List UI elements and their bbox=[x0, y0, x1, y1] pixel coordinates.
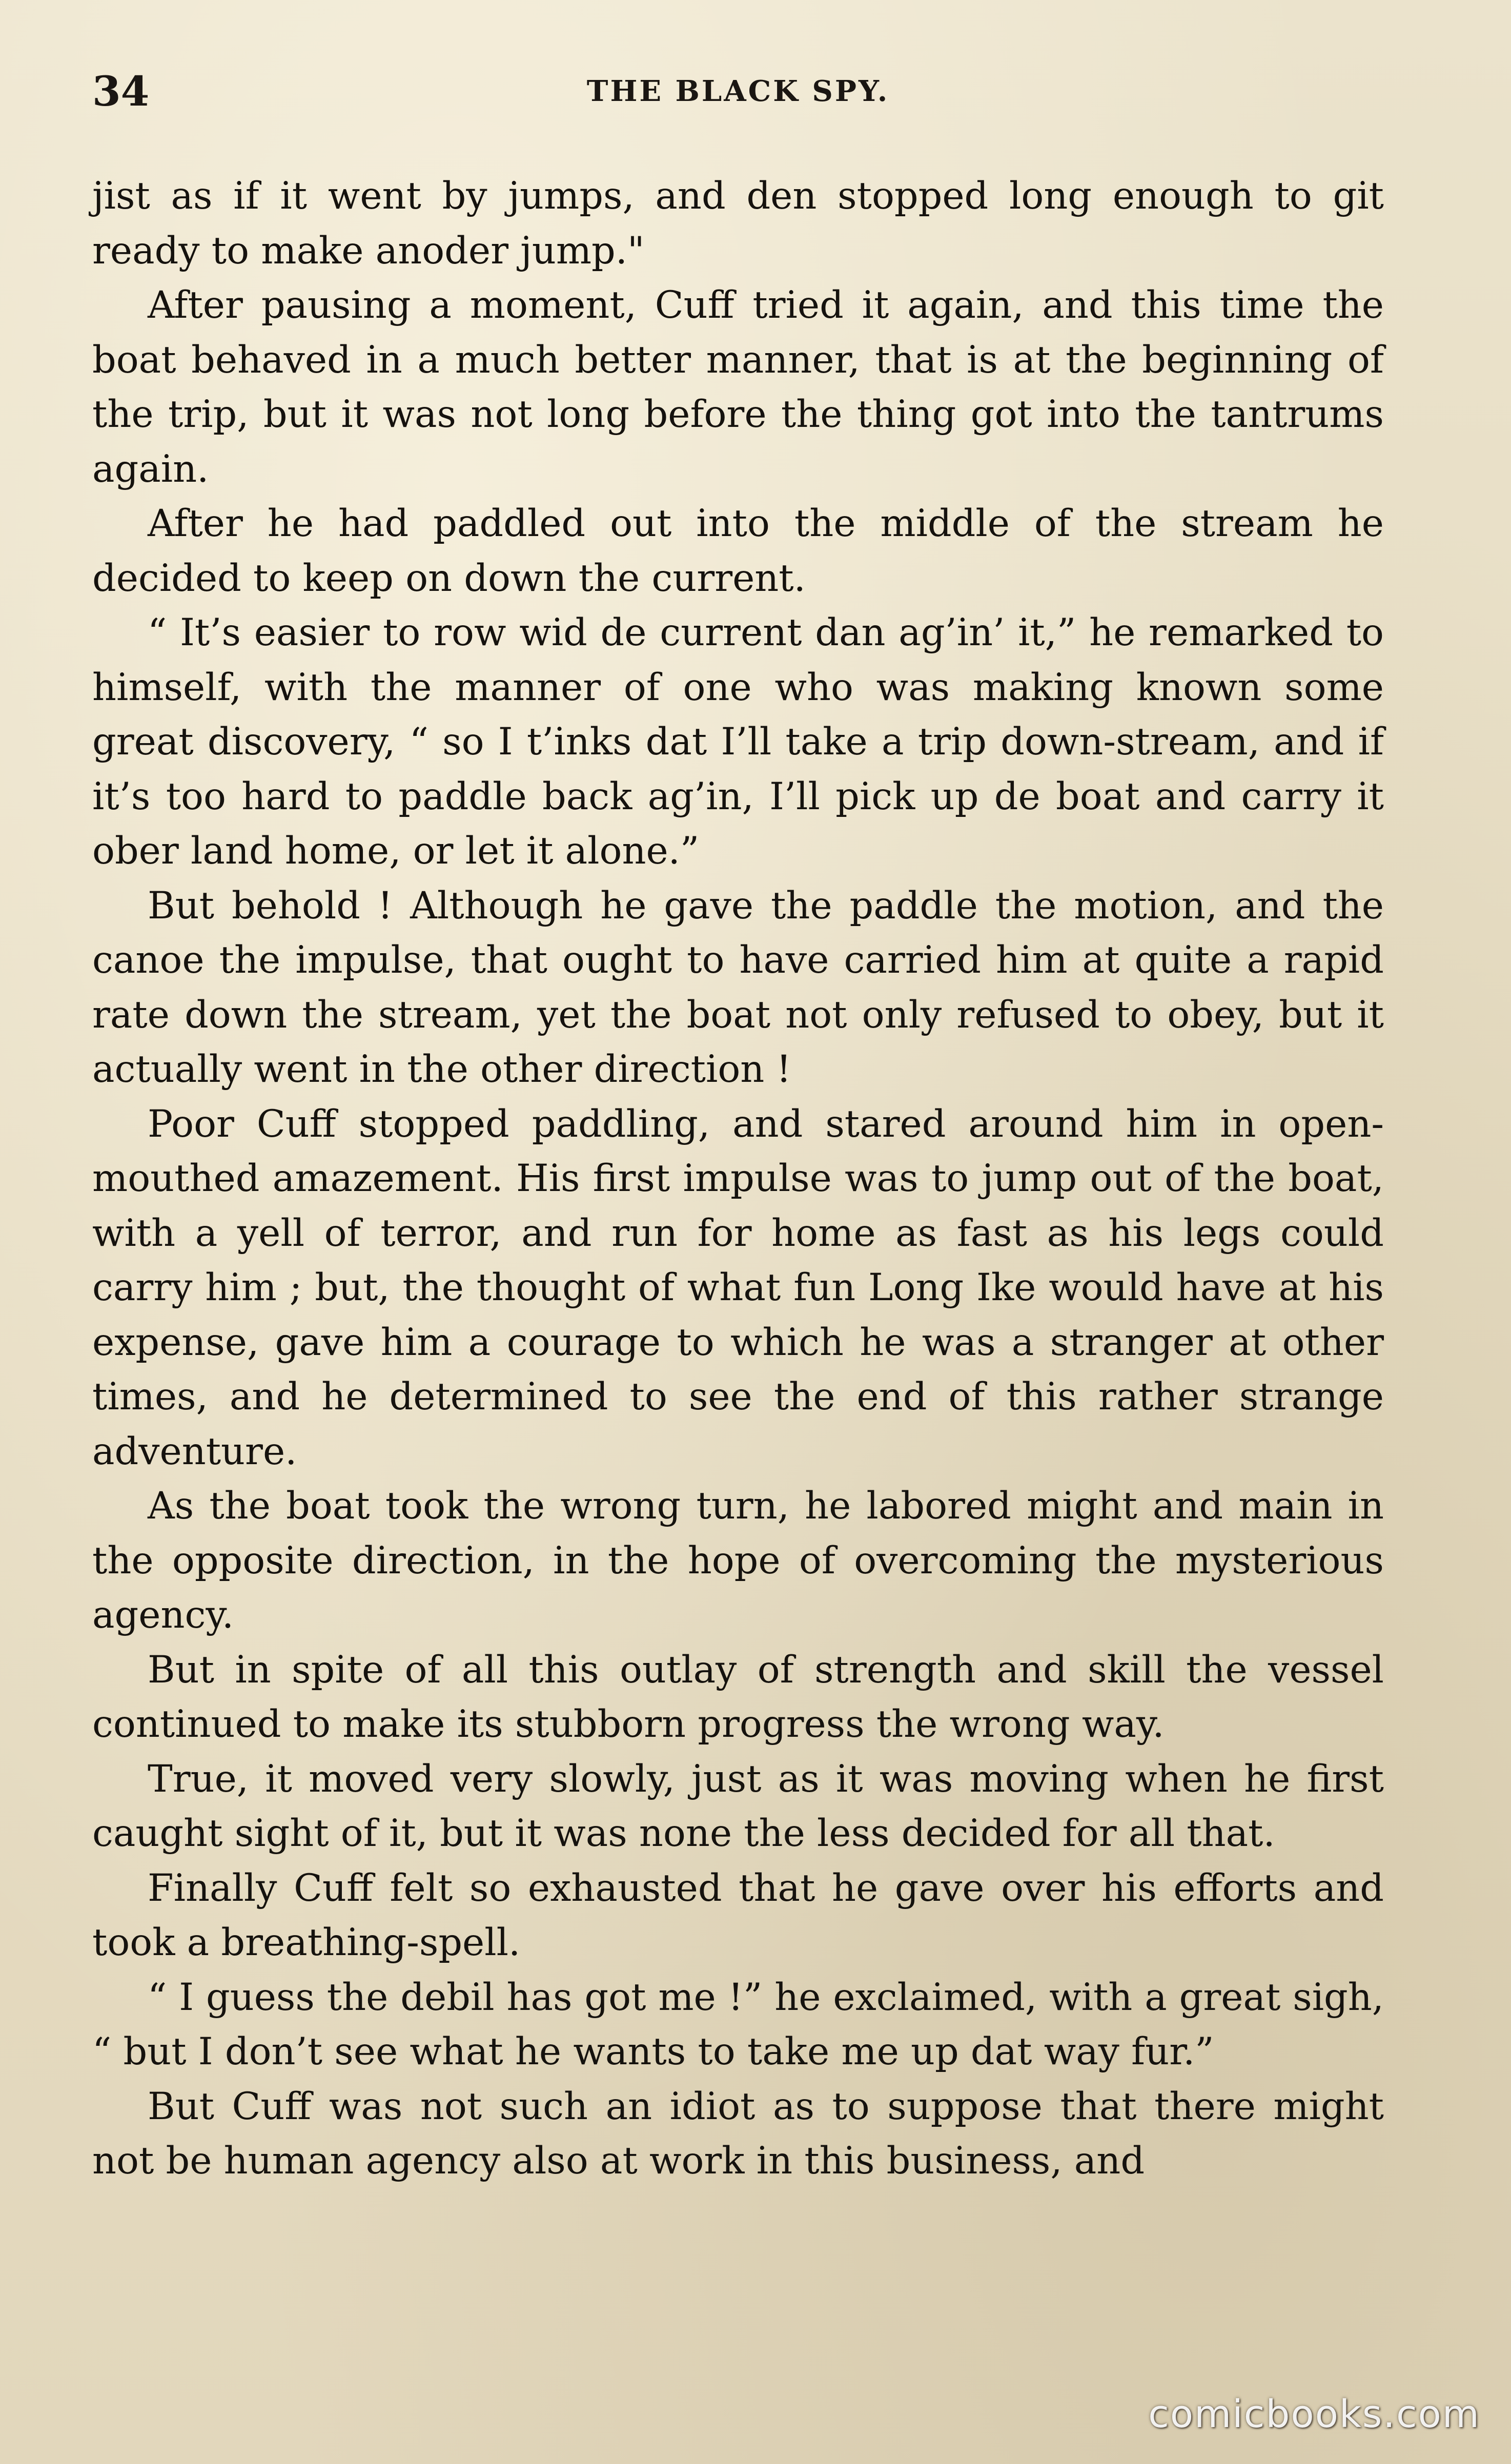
running-head: THE BLACK SPY. bbox=[586, 74, 890, 108]
page-header bbox=[92, 60, 1384, 122]
paragraph: “ It’s easier to row wid de current dan ag’in’ it,” he remarked to himself, with the manner of one who was making known some great discovery, “ so I t’inks dat I’ll take a trip down-stream, and if it’s too hard to paddle back ag’in, I’ll pick up de boat and carry it ober land home, or let it alone.” bbox=[92, 611, 1384, 873]
paragraph: True, it moved very slowly, just as it was moving when he first caught sight of it, but it was none the less decided for all that. bbox=[92, 1757, 1384, 1855]
body-text bbox=[92, 169, 1384, 2189]
watermark: comicbooks.com bbox=[1148, 2392, 1480, 2436]
paragraph: Poor Cuff stopped paddling, and stared around him in open-mouthed amazement. His first impulse was to jump out of the boat, with a yell of terror, and run for home as fast as his legs could carry him ; but, the thought of what fun Long Ike would have at his expense, gave him a courage to which he was a stranger at other times, and he determined to see the end of this rather strange adventure. bbox=[92, 1102, 1384, 1473]
page-number: 34 bbox=[92, 67, 150, 115]
paragraph: As the boat took the wrong turn, he labored might and main in the opposite direction, in the hope of overcoming the mysterious agency. bbox=[92, 1484, 1384, 1637]
paragraph: But behold ! Although he gave the paddle the motion, and the canoe the impulse, that ought to have carried him at quite a rapid rate down the stream, yet the boat not only refused to obey, but it actually went in the other direction ! bbox=[92, 884, 1384, 1091]
paragraph: “ I guess the debil has got me !” he exclaimed, with a great sigh, “ but I don’t see what he wants to take me up dat way fur.” bbox=[92, 1975, 1384, 2073]
paragraph: But Cuff was not such an idiot as to suppose that there might not be human agency also at work in this business, and bbox=[92, 2084, 1384, 2183]
paragraph: After pausing a moment, Cuff tried it again, and this time the boat behaved in a much better manner, that is at the beginning of the trip, but it was not long before the thing got into the tantrums again. bbox=[92, 283, 1384, 491]
paragraph: But in spite of all this outlay of strength and skill the vessel continued to make its stubborn progress the wrong way. bbox=[92, 1648, 1384, 1746]
paragraph: jist as if it went by jumps, and den stopped long enough to git ready to make anoder jump." bbox=[92, 174, 1384, 273]
paragraph: Finally Cuff felt so exhausted that he gave over his efforts and took a breathing-spell. bbox=[92, 1866, 1384, 1964]
paragraph: After he had paddled out into the middle of the stream he decided to keep on down the current. bbox=[92, 502, 1384, 600]
